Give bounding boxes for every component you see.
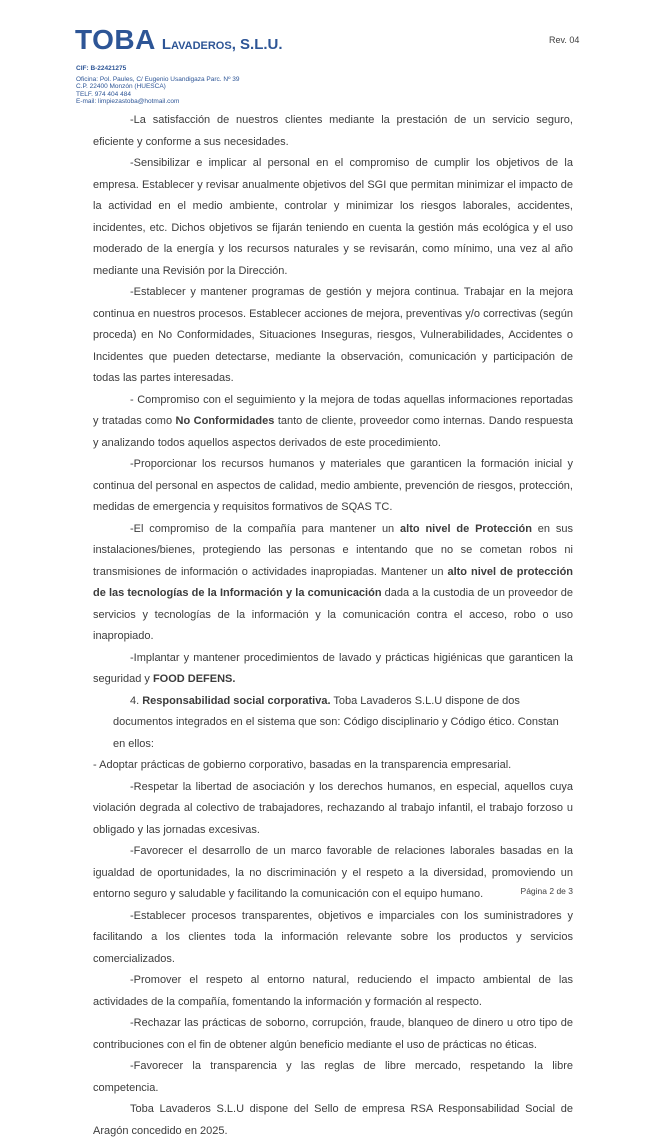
revision-label: Rev. 04 xyxy=(549,35,580,45)
company-email-line: E-mail: limpiezastoba@hotmail.com xyxy=(76,98,180,106)
paragraph-procesos-transparentes xyxy=(93,906,573,971)
text-run: -Promover el respeto al entorno natural, reduciendo el impacto ambiental de las actividades de la compañía, fomentando la información y formación al respecto. xyxy=(93,974,573,1008)
text-run-bold: alto nivel de Protección xyxy=(400,522,532,535)
text-run: Toba Lavaderos S.L.U dispone del Sello de empresa RSA Responsabilidad Social de Aragón concedido en 2025. xyxy=(93,1103,573,1137)
text-run-bold: No Conformidades xyxy=(175,415,275,427)
text-run: -Favorecer el desarrollo de un marco favorable de relaciones laborales basadas en la igualdad de oportunidades, la no discriminación y el respeto a la diversidad, promoviendo un entorno seguro y saludable y facilitando la comunicación con el equipo humano. xyxy=(93,845,573,900)
text-run: -Respetar la libertad de asociación y los derechos humanos, en especial, aquellos cuya violación degrada al colectivo de trabajadores, rechazando al trabajo infantil, el trabajo forzoso u obligado y las jornadas excesivas. xyxy=(93,780,573,836)
logo-text-sub: Lavaderos, S.L.U. xyxy=(161,36,283,53)
paragraph-sensibilizar xyxy=(93,153,573,282)
text-run: dada a la custodia de un proveedor de servicios y tecnologías de la información y la comunicación contra el acceso, robo o uso inapropiado. xyxy=(93,587,573,642)
paragraph-programas-gestion xyxy=(93,282,573,390)
text-run: -Sensibilizar e implicar al personal en el compromiso de cumplir los objetivos de la empresa. Establecer y revisar anualmente objetivos del SGI que permitan minimizar el impacto de la actividad en el medio ambiente, controlar y minimizar los riesgos laborales, accidentes, incidentes, etc. Dichos objetivos se fijarán teniendo en cuenta la gestión más ecológica y el uso moderado de la energía y los recursos naturales y se revisarán, como mínimo, una vez al año mediante una Revisión por la Dirección. xyxy=(93,157,573,277)
paragraph-adoptar-practicas xyxy=(93,755,573,777)
text-run: -Implantar y mantener procedimientos de lavado y prácticas higiénicas que garanticen la seguridad y xyxy=(93,651,573,685)
paragraph-favorecer-transparencia xyxy=(93,1056,573,1099)
section-4-heading-paragraph xyxy=(93,691,573,756)
company-address-line: Oficina: Pol. Paules, C/ Eugenio Usandigaza Parc. Nº 39 xyxy=(76,75,240,83)
paragraph-rechazar-practicas xyxy=(93,1013,573,1056)
text-run: -La satisfacción de nuestros clientes mediante la prestación de un servicio seguro, eficiente y conforme a sus necesidades. xyxy=(93,114,573,148)
company-postal-line: C.P. 22400 Monzón (HUESCA) xyxy=(76,83,166,91)
paragraph-promover-respeto xyxy=(93,970,573,1013)
paragraph-satisfaccion xyxy=(93,110,573,153)
company-phone-line: TELF. 974 404 484 xyxy=(76,90,131,98)
text-run: en sus instalaciones/bienes, protegiendo las personas e intentando que no se cometan robos ni transmisiones de información o actividades inapropiadas. Mantener un xyxy=(93,522,574,578)
text-run-bold: alto nivel de protección de las tecnologías de la Información y la comunicación xyxy=(93,565,574,599)
text-run: -Favorecer la transparencia y las reglas de libre mercado, respetando la libre competencia. xyxy=(93,1060,573,1094)
logo-text-main: TOBA xyxy=(75,24,156,55)
text-run: -Proporcionar los recursos humanos y materiales que garanticen la formación inicial y continua del personal en aspectos de calidad, medio ambiente, prevención de riesgos, protección, medidas de emergencia y requisitos formativos de SQAS TC. xyxy=(93,458,573,513)
paragraph-recursos-humanos xyxy=(93,454,573,519)
company-logo xyxy=(75,24,283,56)
text-run: 4. xyxy=(130,694,143,707)
text-run-bold: FOOD DEFENS. xyxy=(152,673,236,685)
text-run: -Establecer y mantener programas de gestión y mejora continua. Trabajar en la mejora continua en nuestros procesos. Establecer acciones de mejora, preventivas y/o correctivas (según proceda) en No Conformidades, Situaciones Inseguras, riesgos, Vulnerabilidades, Accidentes o Incidentes que pueden detectarse, mediante la observación, comunicación y participación de todas las partes interesadas. xyxy=(93,286,573,384)
paragraph-food-defens xyxy=(93,648,573,691)
company-cif: CIF: B-22421275 xyxy=(76,65,127,72)
text-run: Toba Lavaderos S.L.U dispone de dos documentos integrados en el sistema que son: Código disciplinario y Código ético. Constan en ellos: xyxy=(113,694,559,750)
document-body xyxy=(93,110,573,1142)
paragraph-sello-rsa xyxy=(93,1099,573,1142)
text-run: tanto de cliente, proveedor como internas. Dando respuesta y analizando todos aquellos aspectos derivados de este procedimiento. xyxy=(93,415,573,449)
paragraph-proteccion xyxy=(93,519,573,648)
text-run: -El compromiso de la compañía para mantener un xyxy=(130,522,401,535)
text-run-bold: Responsabilidad social corporativa. xyxy=(142,694,331,707)
text-run: - Adoptar prácticas de gobierno corporativo, basadas en la transparencia empresarial. xyxy=(93,759,512,771)
paragraph-respetar-libertad xyxy=(93,777,573,842)
page-number: Página 2 de 3 xyxy=(520,886,573,896)
paragraph-compromiso-seguimiento xyxy=(93,390,573,455)
text-run: - Compromiso con el seguimiento y la mejora de todas aquellas informaciones reportadas y tratadas como xyxy=(93,393,573,427)
text-run: -Establecer procesos transparentes, objetivos e imparciales con los suministradores y facilitando a los clientes toda la información relevante sobre los productos y servicios comercializados. xyxy=(93,909,573,965)
text-run: -Rechazar las prácticas de soborno, corrupción, fraude, blanqueo de dinero u otro tipo de contribuciones con el fin de obtener algún beneficio mediante el uso de prácticas no éticas. xyxy=(93,1017,573,1051)
company-info-block xyxy=(76,65,240,106)
